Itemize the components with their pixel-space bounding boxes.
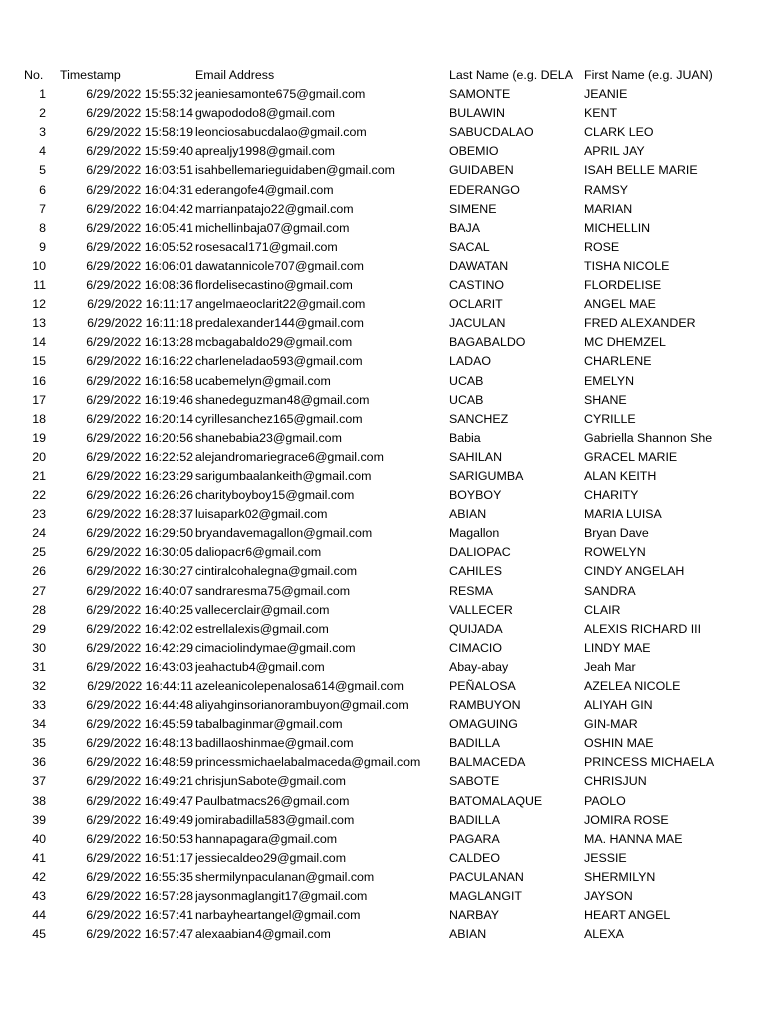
cell-last-name: UCAB — [449, 392, 484, 407]
cell-first-name: ISAH BELLE MARIE — [584, 163, 698, 178]
cell-last-name: UCAB — [449, 373, 484, 388]
cell-first-name: CLARK LEO — [584, 125, 654, 140]
cell-no: 35 — [32, 736, 46, 751]
cell-last-name: SANCHEZ — [449, 411, 509, 426]
cell-timestamp: 6/29/2022 16:49:21 — [86, 774, 193, 789]
cell-last-name: RESMA — [449, 583, 494, 598]
cell-timestamp: 6/29/2022 16:51:17 — [86, 850, 193, 865]
table-row — [0, 830, 768, 849]
table-row — [0, 142, 768, 161]
cell-email: vallecerclair@gmail.com — [195, 602, 330, 617]
cell-email: isahbellemarieguidaben@gmail.com — [195, 163, 395, 178]
cell-first-name: GIN-MAR — [584, 717, 638, 732]
cell-email: rosesacal171@gmail.com — [195, 239, 338, 254]
cell-last-name: CIMACIO — [449, 640, 503, 655]
cell-first-name: ALEXA — [584, 927, 624, 942]
cell-first-name: PAOLO — [584, 793, 626, 808]
cell-first-name: GRACEL MARIE — [584, 449, 678, 464]
cell-email: jeaniesamonte675@gmail.com — [195, 87, 366, 102]
table-row — [0, 314, 768, 333]
cell-first-name: APRIL JAY — [584, 144, 645, 159]
cell-last-name: SAMONTE — [449, 87, 511, 102]
cell-timestamp: 6/29/2022 16:11:17 — [87, 297, 193, 312]
table-row — [0, 677, 768, 696]
cell-first-name: SANDRA — [584, 583, 636, 598]
table-row — [0, 352, 768, 371]
cell-email: azeleanicolepenalosa614@gmail.com — [195, 679, 404, 693]
table-row — [0, 181, 768, 200]
cell-email: bryandavemagallon@gmail.com — [195, 526, 373, 541]
cell-first-name: JESSIE — [584, 850, 627, 865]
cell-last-name: DAWATAN — [449, 258, 509, 273]
cell-last-name: SIMENE — [449, 201, 497, 216]
cell-first-name: Bryan Dave — [584, 526, 649, 541]
table-row — [0, 200, 768, 219]
header-no: No. — [24, 68, 44, 82]
cell-first-name: KENT — [584, 106, 618, 121]
cell-timestamp: 6/29/2022 16:29:50 — [86, 526, 193, 541]
table-row — [0, 601, 768, 620]
cell-first-name: FRED ALEXANDER — [584, 316, 696, 331]
cell-no: 17 — [32, 392, 46, 407]
cell-first-name: Gabriella Shannon She — [584, 430, 713, 445]
cell-email: jessiecaldeo29@gmail.com — [195, 850, 347, 865]
cell-timestamp: 6/29/2022 15:55:32 — [86, 87, 193, 102]
cell-first-name: CHARITY — [584, 488, 639, 503]
table-row — [0, 410, 768, 429]
cell-no: 13 — [32, 316, 46, 331]
cell-email: hannapagara@gmail.com — [195, 831, 338, 846]
cell-last-name: GUIDABEN — [449, 163, 514, 178]
table-row — [0, 658, 768, 677]
cell-last-name: DALIOPAC — [449, 545, 511, 560]
table-row — [0, 792, 768, 811]
cell-email: chrisjunSabote@gmail.com — [195, 774, 347, 789]
cell-last-name: MAGLANGIT — [449, 889, 522, 904]
table-row — [0, 333, 768, 352]
cell-last-name: OCLARIT — [449, 297, 503, 312]
table-row — [0, 238, 768, 257]
cell-no: 11 — [33, 278, 46, 293]
cell-last-name: Magallon — [449, 526, 500, 541]
cell-email: shanebabia23@gmail.com — [195, 430, 342, 445]
cell-no: 23 — [32, 507, 46, 522]
cell-email: aliyahginsorianorambuyon@gmail.com — [195, 698, 409, 713]
cell-email: angelmaeoclarit22@gmail.com — [195, 297, 366, 312]
cell-no: 10 — [32, 258, 46, 273]
cell-last-name: SARIGUMBA — [449, 468, 524, 483]
cell-timestamp: 6/29/2022 16:22:52 — [86, 449, 193, 464]
cell-timestamp: 6/29/2022 16:13:28 — [86, 335, 193, 350]
table-row — [0, 543, 768, 562]
cell-timestamp: 6/29/2022 16:49:49 — [86, 812, 193, 827]
table-row — [0, 372, 768, 391]
cell-no: 4 — [39, 144, 46, 159]
cell-no: 44 — [32, 908, 46, 923]
cell-last-name: CALDEO — [449, 850, 500, 865]
cell-no: 34 — [32, 717, 46, 732]
table-row — [0, 467, 768, 486]
cell-last-name: Abay-abay — [449, 659, 509, 674]
table-row — [0, 582, 768, 601]
table-row — [0, 123, 768, 142]
cell-no: 41 — [32, 850, 46, 865]
cell-email: cintiralcohalegna@gmail.com — [195, 564, 358, 579]
cell-first-name: FLORDELISE — [584, 278, 662, 293]
cell-first-name: MC DHEMZEL — [584, 335, 666, 350]
cell-no: 37 — [32, 774, 46, 789]
cell-first-name: HEART ANGEL — [584, 908, 671, 923]
cell-first-name: CLAIR — [584, 602, 621, 617]
cell-timestamp: 6/29/2022 16:30:05 — [86, 545, 193, 560]
cell-email: leonciosabucdalao@gmail.com — [195, 125, 367, 140]
header-last-name: Last Name (e.g. DELA — [449, 68, 573, 82]
cell-no: 21 — [32, 468, 46, 483]
cell-last-name: BAJA — [449, 220, 480, 235]
header-first-name: First Name (e.g. JUAN) — [584, 68, 713, 82]
cell-first-name: CHRISJUN — [584, 774, 647, 789]
cell-timestamp: 6/29/2022 16:04:31 — [86, 182, 193, 197]
cell-last-name: SABOTE — [449, 774, 500, 789]
cell-no: 8 — [39, 220, 46, 235]
cell-email: narbayheartangel@gmail.com — [195, 908, 361, 923]
cell-no: 26 — [32, 564, 46, 579]
cell-timestamp: 6/29/2022 16:45:59 — [86, 717, 193, 732]
cell-timestamp: 6/29/2022 15:59:40 — [86, 144, 193, 159]
table-row — [0, 429, 768, 448]
cell-timestamp: 6/29/2022 16:55:35 — [86, 869, 193, 884]
table-row — [0, 85, 768, 104]
table-row — [0, 505, 768, 524]
cell-no: 5 — [39, 163, 46, 178]
table-row — [0, 276, 768, 295]
cell-no: 7 — [39, 201, 46, 216]
table-row — [0, 257, 768, 276]
cell-no: 24 — [32, 526, 46, 541]
cell-first-name: ANGEL MAE — [584, 297, 656, 312]
cell-no: 18 — [32, 411, 46, 426]
cell-timestamp: 6/29/2022 16:04:42 — [86, 201, 193, 216]
cell-timestamp: 6/29/2022 16:48:59 — [86, 755, 193, 770]
cell-last-name: ABIAN — [449, 927, 487, 942]
cell-timestamp: 6/29/2022 16:05:52 — [86, 239, 193, 254]
cell-no: 20 — [32, 449, 46, 464]
table-row — [0, 887, 768, 906]
cell-first-name: ROSE — [584, 239, 620, 254]
cell-no: 6 — [39, 182, 46, 197]
cell-timestamp: 6/29/2022 16:57:28 — [86, 889, 193, 904]
cell-timestamp: 6/29/2022 16:44:48 — [86, 698, 193, 713]
cell-timestamp: 6/29/2022 16:11:18 — [87, 316, 193, 331]
cell-email: ederangofe4@gmail.com — [195, 182, 334, 197]
cell-timestamp: 6/29/2022 16:23:29 — [86, 468, 193, 483]
cell-no: 27 — [32, 583, 46, 598]
cell-last-name: JACULAN — [449, 316, 506, 331]
cell-first-name: ROWELYN — [584, 545, 646, 560]
cell-no: 14 — [32, 335, 46, 350]
cell-email: alejandromariegrace6@gmail.com — [195, 449, 384, 464]
table-row — [0, 639, 768, 658]
cell-last-name: ABIAN — [449, 507, 487, 522]
cell-timestamp: 6/29/2022 16:50:53 — [86, 831, 193, 846]
cell-no: 32 — [32, 679, 46, 693]
cell-first-name: MICHELLIN — [584, 220, 651, 235]
cell-last-name: BADILLA — [449, 736, 500, 751]
cell-last-name: QUIJADA — [449, 621, 503, 636]
cell-timestamp: 6/29/2022 16:40:25 — [86, 602, 193, 617]
cell-email: flordelisecastino@gmail.com — [195, 278, 353, 293]
cell-last-name: SABUCDALAO — [449, 125, 534, 140]
cell-email: alexaabian4@gmail.com — [195, 927, 331, 942]
cell-first-name: MA. HANNA MAE — [584, 831, 683, 846]
cell-no: 43 — [32, 889, 46, 904]
cell-timestamp: 6/29/2022 16:42:29 — [86, 640, 193, 655]
spreadsheet — [0, 66, 768, 944]
header-timestamp: Timestamp — [60, 68, 121, 82]
cell-no: 15 — [32, 354, 46, 369]
cell-email: daliopacr6@gmail.com — [195, 545, 322, 560]
cell-first-name: OSHIN MAE — [584, 736, 654, 751]
cell-first-name: PRINCESS MICHAELA — [584, 755, 715, 770]
cell-email: shanedeguzman48@gmail.com — [195, 392, 370, 407]
cell-last-name: VALLECER — [449, 602, 513, 617]
cell-first-name: LINDY MAE — [584, 640, 651, 655]
cell-email: aprealjy1998@gmail.com — [195, 144, 335, 159]
cell-email: princessmichaelabalmaceda@gmail.com — [195, 755, 421, 770]
cell-last-name: SACAL — [449, 239, 490, 254]
cell-timestamp: 6/29/2022 16:48:13 — [86, 736, 193, 751]
cell-last-name: CAHILES — [449, 564, 503, 579]
cell-email: dawatannicole707@gmail.com — [195, 258, 364, 273]
cell-first-name: AZELEA NICOLE — [584, 679, 681, 693]
cell-timestamp: 6/29/2022 16:16:58 — [86, 373, 193, 388]
table-row — [0, 391, 768, 410]
cell-email: estrellalexis@gmail.com — [195, 621, 329, 636]
cell-last-name: BADILLA — [449, 812, 500, 827]
cell-email: marrianpatajo22@gmail.com — [195, 201, 354, 216]
cell-last-name: OBEMIO — [449, 144, 499, 159]
cell-first-name: EMELYN — [584, 373, 635, 388]
cell-first-name: ALIYAH GIN — [584, 698, 653, 713]
cell-email: tabalbaginmar@gmail.com — [195, 717, 343, 732]
table-row — [0, 925, 768, 944]
cell-last-name: EDERANGO — [449, 182, 520, 197]
table-row — [0, 219, 768, 238]
cell-no: 29 — [32, 621, 46, 636]
cell-last-name: LADAO — [449, 354, 492, 369]
cell-no: 39 — [32, 812, 46, 827]
table-row — [0, 849, 768, 868]
cell-first-name: CYRILLE — [584, 411, 636, 426]
cell-last-name: BALMACEDA — [449, 755, 526, 770]
cell-timestamp: 6/29/2022 16:49:47 — [86, 793, 193, 808]
cell-no: 30 — [32, 640, 46, 655]
cell-email: jeahactub4@gmail.com — [195, 659, 325, 674]
cell-timestamp: 6/29/2022 16:08:36 — [86, 278, 193, 293]
cell-email: predalexander144@gmail.com — [195, 316, 364, 331]
cell-email: sandraresma75@gmail.com — [195, 583, 351, 598]
cell-timestamp: 6/29/2022 16:19:46 — [86, 392, 193, 407]
cell-no: 36 — [32, 755, 46, 770]
cell-no: 12 — [32, 297, 46, 312]
table-row — [0, 524, 768, 543]
cell-first-name: SHERMILYN — [584, 869, 656, 884]
cell-no: 45 — [32, 927, 46, 942]
cell-no: 3 — [39, 125, 46, 140]
cell-last-name: Babia — [449, 430, 481, 445]
cell-timestamp: 6/29/2022 15:58:14 — [86, 106, 193, 121]
cell-first-name: JAYSON — [584, 889, 633, 904]
cell-email: jaysonmaglangit17@gmail.com — [195, 889, 368, 904]
cell-first-name: MARIAN — [584, 201, 633, 216]
table-row — [0, 906, 768, 925]
cell-email: gwapododo8@gmail.com — [195, 106, 336, 121]
cell-timestamp: 6/29/2022 16:06:01 — [86, 258, 193, 273]
cell-first-name: JOMIRA ROSE — [584, 812, 669, 827]
table-row — [0, 562, 768, 581]
cell-timestamp: 6/29/2022 16:43:03 — [86, 659, 193, 674]
cell-last-name: BATOMALAQUE — [449, 793, 543, 808]
cell-timestamp: 6/29/2022 16:30:27 — [86, 564, 193, 579]
cell-no: 1 — [39, 87, 46, 102]
cell-first-name: ALEXIS RICHARD III — [584, 621, 702, 636]
table-row — [0, 753, 768, 772]
cell-first-name: MARIA LUISA — [584, 507, 662, 522]
cell-email: cimaciolindymae@gmail.com — [195, 640, 356, 655]
cell-last-name: PAGARA — [449, 831, 500, 846]
cell-no: 2 — [39, 106, 46, 121]
table-row — [0, 811, 768, 830]
cell-timestamp: 6/29/2022 16:57:47 — [86, 927, 193, 942]
cell-last-name: BAGABALDO — [449, 335, 526, 350]
table-body — [0, 85, 768, 944]
cell-no: 22 — [32, 488, 46, 503]
header-row — [0, 66, 768, 85]
table-row — [0, 772, 768, 791]
cell-email: charityboyboy15@gmail.com — [195, 488, 355, 503]
cell-timestamp: 6/29/2022 15:58:19 — [86, 125, 193, 140]
cell-first-name: JEANIE — [584, 87, 628, 102]
cell-timestamp: 6/29/2022 16:44:11 — [87, 679, 193, 693]
cell-timestamp: 6/29/2022 16:16:22 — [86, 354, 193, 369]
table-row — [0, 161, 768, 180]
cell-timestamp: 6/29/2022 16:42:02 — [86, 621, 193, 636]
table-row — [0, 448, 768, 467]
cell-last-name: NARBAY — [449, 908, 500, 923]
cell-last-name: PEÑALOSA — [449, 679, 516, 693]
cell-first-name: SHANE — [584, 392, 627, 407]
cell-no: 42 — [32, 869, 46, 884]
cell-email: ucabemelyn@gmail.com — [195, 373, 331, 388]
cell-email: sarigumbaalankeith@gmail.com — [195, 468, 372, 483]
cell-no: 25 — [32, 545, 46, 560]
table-row — [0, 734, 768, 753]
header-email: Email Address — [195, 68, 275, 82]
cell-email: cyrillesanchez165@gmail.com — [195, 411, 363, 426]
cell-email: Paulbatmacs26@gmail.com — [195, 793, 350, 808]
table-row — [0, 620, 768, 639]
cell-timestamp: 6/29/2022 16:20:14 — [86, 411, 193, 426]
cell-no: 19 — [32, 430, 46, 445]
cell-email: charleneladao593@gmail.com — [195, 354, 363, 369]
cell-email: michellinbaja07@gmail.com — [195, 220, 350, 235]
cell-timestamp: 6/29/2022 16:40:07 — [86, 583, 193, 598]
cell-first-name: CINDY ANGELAH — [584, 564, 685, 579]
cell-email: jomirabadilla583@gmail.com — [195, 812, 355, 827]
cell-no: 33 — [32, 698, 46, 713]
cell-last-name: RAMBUYON — [449, 698, 521, 713]
cell-timestamp: 6/29/2022 16:57:41 — [86, 908, 193, 923]
cell-timestamp: 6/29/2022 16:26:26 — [86, 488, 193, 503]
cell-no: 28 — [32, 602, 46, 617]
cell-last-name: SAHILAN — [449, 449, 503, 464]
cell-no: 16 — [32, 373, 46, 388]
cell-timestamp: 6/29/2022 16:28:37 — [86, 507, 193, 522]
cell-first-name: ALAN KEITH — [584, 468, 657, 483]
cell-last-name: BULAWIN — [449, 106, 505, 121]
cell-no: 40 — [32, 831, 46, 846]
cell-first-name: TISHA NICOLE — [584, 258, 670, 273]
table-row — [0, 715, 768, 734]
cell-last-name: OMAGUING — [449, 717, 518, 732]
cell-last-name: PACULANAN — [449, 869, 524, 884]
cell-timestamp: 6/29/2022 16:03:51 — [86, 163, 193, 178]
cell-email: shermilynpaculanan@gmail.com — [195, 869, 375, 884]
table-row — [0, 295, 768, 314]
cell-first-name: Jeah Mar — [584, 659, 636, 674]
cell-first-name: CHARLENE — [584, 354, 652, 369]
table-row — [0, 868, 768, 887]
cell-no: 9 — [39, 239, 46, 254]
cell-email: luisapark02@gmail.com — [195, 507, 328, 522]
cell-last-name: BOYBOY — [449, 488, 502, 503]
cell-last-name: CASTINO — [449, 278, 505, 293]
table-row — [0, 696, 768, 715]
table-row — [0, 104, 768, 123]
cell-first-name: RAMSY — [584, 182, 629, 197]
cell-timestamp: 6/29/2022 16:20:56 — [86, 430, 193, 445]
cell-timestamp: 6/29/2022 16:05:41 — [86, 220, 193, 235]
cell-email: mcbagabaldo29@gmail.com — [195, 335, 353, 350]
table-row — [0, 486, 768, 505]
cell-no: 38 — [32, 793, 46, 808]
cell-email: badillaoshinmae@gmail.com — [195, 736, 354, 751]
cell-no: 31 — [32, 659, 46, 674]
